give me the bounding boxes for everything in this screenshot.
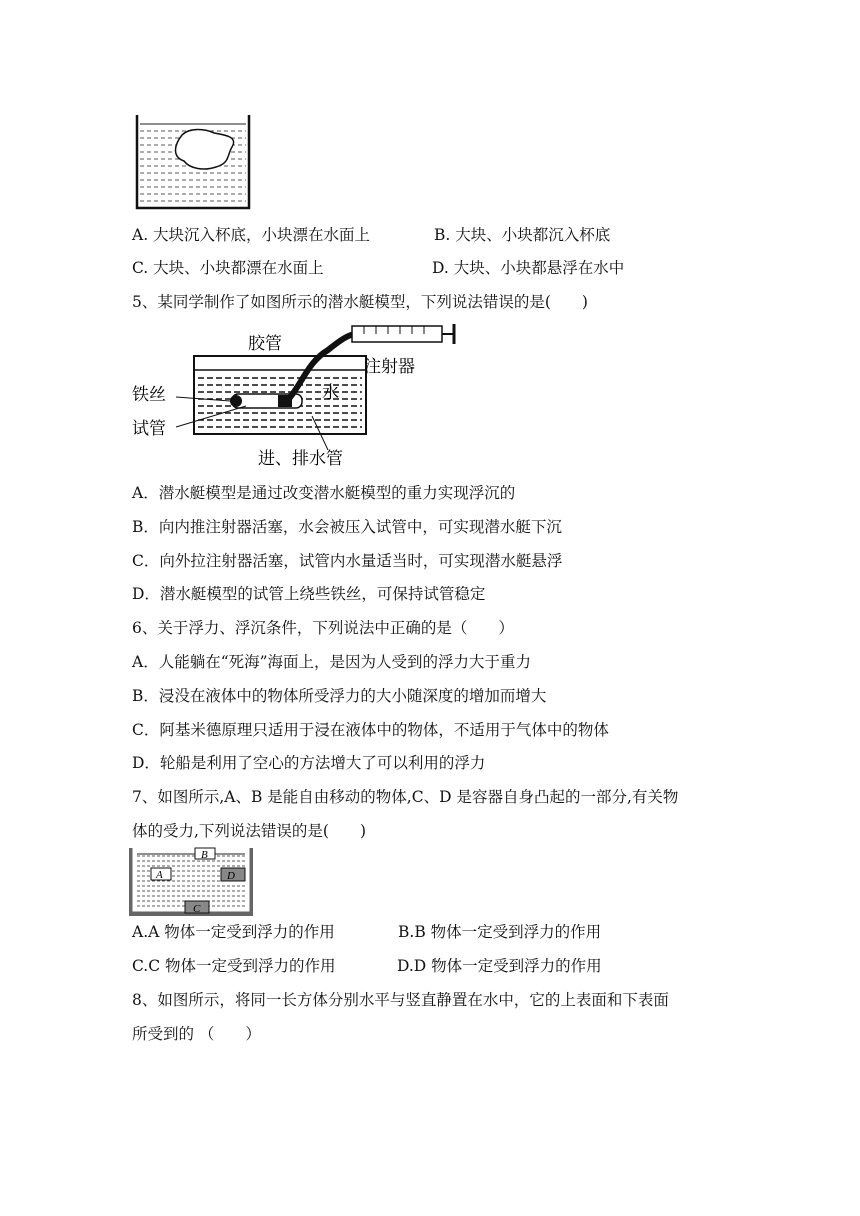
q8-stem-line2: 所受到的 （ ） [132, 1025, 261, 1043]
q5-option-a: A．潜水艇模型是通过改变潜水艇模型的重力实现浮沉的 [132, 484, 516, 502]
q5-stem: 5、某同学制作了如图所示的潜水艇模型，下列说法错误的是( ) [132, 293, 588, 311]
q6-option-b: B．浸没在液体中的物体所受浮力的大小随深度的增加而增大 [132, 687, 547, 705]
q7-option-c: C.C 物体一定受到浮力的作用 [132, 957, 336, 975]
q7-stem-line2: 体的受力,下列说法错误的是( ) [132, 822, 367, 840]
label-pipe: 进、排水管 [258, 449, 343, 469]
label-water: 水 [322, 383, 339, 403]
object-blob [176, 130, 234, 170]
q4-option-a: A. 大块沉入杯底，小块漂在水面上 [132, 226, 371, 244]
label-syringe: 注射器 [364, 357, 415, 377]
iron-wire-icon [230, 395, 242, 407]
q4-option-c: C. 大块、小块都漂在水面上 [132, 259, 324, 277]
q5-option-c: C．向外拉注射器活塞，试管内水量适当时，可实现潜水艇悬浮 [132, 552, 563, 570]
q4-beaker-figure [134, 115, 252, 211]
q7-option-d: D.D 物体一定受到浮力的作用 [397, 957, 602, 975]
label-iron-wire: 铁丝 [132, 385, 166, 405]
q4-option-d: D. 大块、小块都悬浮在水中 [432, 259, 625, 277]
q7-option-a: A.A 物体一定受到浮力的作用 [132, 923, 335, 941]
q5-option-d: D．潜水艇模型的试管上绕些铁丝，可保持试管稳定 [132, 585, 486, 603]
q7-container-figure [129, 846, 253, 916]
label-b: B [201, 849, 208, 861]
q6-option-c: C．阿基米德原理只适用于浸在液体中的物体，不适用于气体中的物体 [132, 721, 609, 739]
syringe [352, 326, 442, 342]
q6-option-a: A．人能躺在“死海”海面上，是因为人受到的浮力大于重力 [132, 653, 532, 671]
q7-option-b: B.B 物体一定受到浮力的作用 [398, 923, 602, 941]
label-test-tube: 试管 [132, 419, 166, 439]
q6-option-d: D．轮船是利用了空心的方法增大了可以利用的浮力 [132, 754, 486, 772]
label-d: D [227, 870, 235, 882]
q5-submarine-figure [128, 322, 458, 470]
q8-stem-line1: 8、如图所示，将同一长方体分别水平与竖直静置在水中，它的上表面和下表面 [132, 991, 669, 1009]
q6-stem: 6、关于浮力、浮沉条件，下列说法中正确的是（ ） [132, 619, 514, 637]
q5-option-b: B．向内推注射器活塞，水会被压入试管中，可实现潜水艇下沉 [132, 518, 562, 536]
label-a: A [156, 869, 163, 881]
label-hose: 胶管 [248, 334, 282, 354]
label-c: C [193, 903, 201, 915]
q4-option-b: B. 大块、小块都沉入杯底 [434, 226, 611, 244]
q7-stem-line1: 7、如图所示,A、B 是能自由移动的物体,C、D 是容器自身凸起的一部分,有关物 [132, 788, 679, 806]
